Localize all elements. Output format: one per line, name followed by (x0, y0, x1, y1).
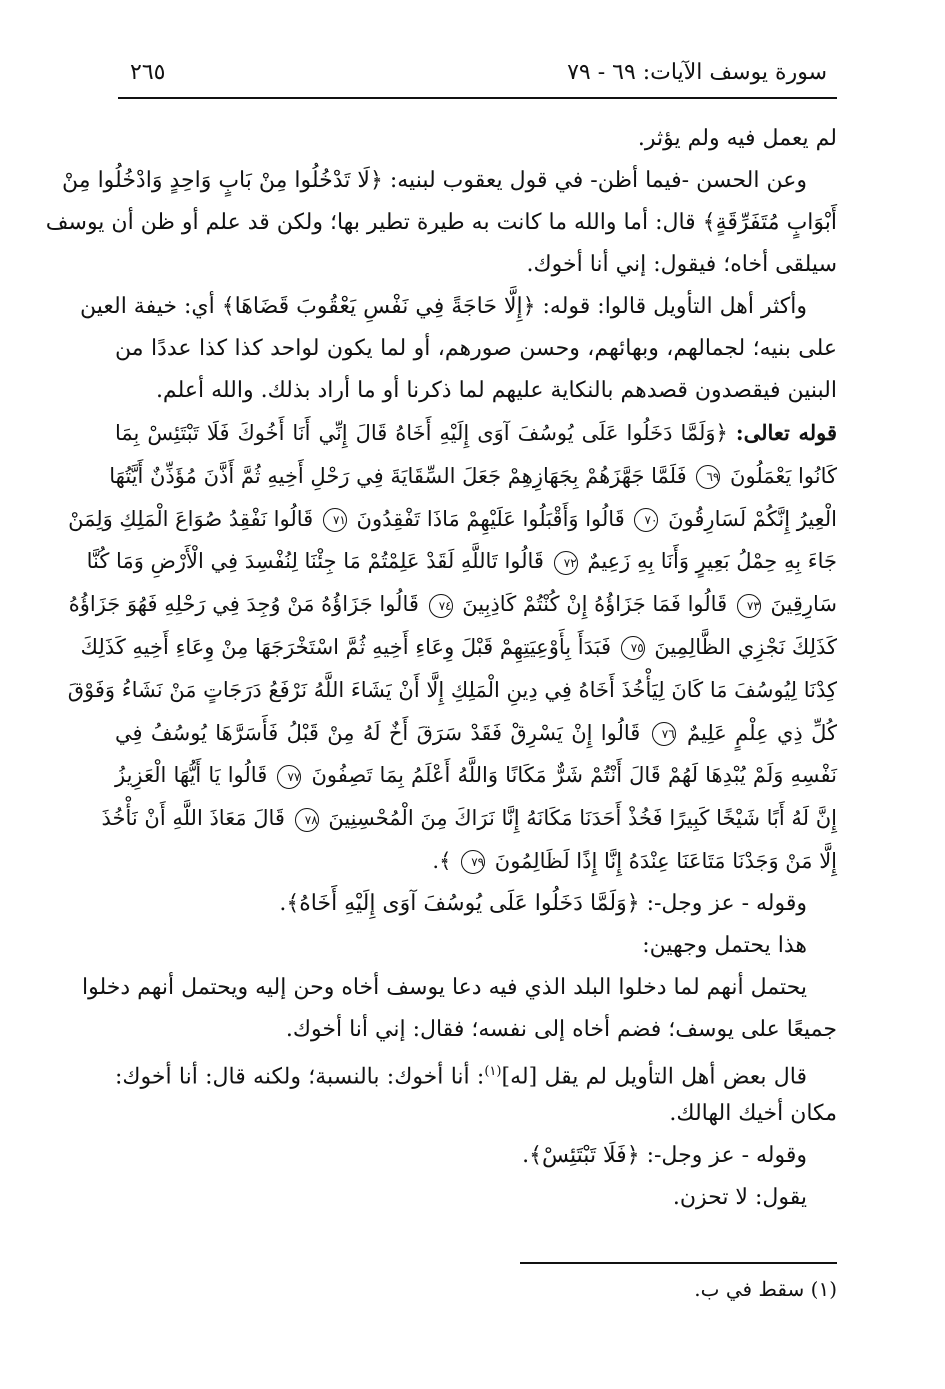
text-line: وأكثر أهل التأويل قالوا: قوله: ﴿إِلَّا حَاجَةً فِي نَفْسِ يَعْقُوبَ قَضَاهَا﴾ أي: خيفة العين (80, 294, 807, 319)
verse-label: قوله تعالى: (735, 420, 837, 445)
verse-text: إِلَّا مَنْ وَجَدْنَا مَتَاعَنَا عِنْدَهُ إِنَّا إِذًا لَظَالِمُونَ (494, 848, 837, 873)
verse-text: قَالُوا يَا أَيُّهَا الْعَزِيزُ (115, 763, 268, 788)
verse-line (68, 498, 837, 541)
verse-line (101, 797, 837, 840)
text-segment: قال بعض أهل التأويل لم يقل [له] (501, 1064, 808, 1090)
verse-number-marker: ٧٣ (737, 594, 761, 618)
verse-text: كِدْنَا لِيُوسُفَ مَا كَانَ لِيَأْخُذَ أَخَاهُ فِي دِينِ الْمَلِكِ إِلَّا أَنْ يَشَاءَ اللَّهُ نَرْفَعُ دَرَجَاتٍ مَنْ نَشَاءُ وَفَوْقَ (67, 677, 837, 702)
footnote-marker: (١) (484, 1063, 502, 1079)
verse-text: قَالُوا فَمَا جَزَاؤُهُ إِنْ كُنْتُمْ كَاذِبِينَ (462, 592, 728, 617)
footnote: (١) سقط في ب. (694, 1277, 837, 1301)
verse-number-marker: ٧٥ (621, 636, 645, 660)
verse-text: نَفْسِهِ وَلَمْ يُبْدِهَا لَهُمْ قَالَ أَنْتُمْ شَرٌّ مَكَانًا وَاللَّهُ أَعْلَمُ بِمَا تَصِفُونَ (311, 763, 837, 788)
verse-number-marker: ٧١ (323, 508, 347, 532)
verse-text: قَالُوا تَاللَّهِ لَقَدْ عَلِمْتُمْ مَا جِئْنَا لِنُفْسِدَ فِي الْأَرْضِ وَمَا كُنَّا (86, 549, 544, 574)
verse-number-marker: ٧٤ (429, 594, 453, 618)
verse-line (80, 626, 837, 669)
verse-text: فَبَدَأَ بِأَوْعِيَتِهِمْ قَبْلَ وِعَاءِ أَخِيهِ ثُمَّ اسْتَخْرَجَهَا مِنْ وِعَاءِ أَخِيهِ كَذَلِكَ (80, 634, 611, 659)
verse-line (86, 540, 837, 583)
text-line: أَبْوَابٍ مُتَفَرِّقَةٍ﴾ قال: أما والله ما كانت به طيرة تطير بها؛ ولكن قد علم أو ظن أن يوسف (45, 210, 837, 235)
text-line: وقوله - عز وجل-: ﴿فَلَا تَبْتَئِسْ﴾. (522, 1142, 807, 1168)
verse-text: قَالُوا وَأَقْبَلُوا عَلَيْهِمْ مَاذَا تَفْقِدُونَ (356, 506, 625, 531)
verse-number-marker: ٧٩ (461, 850, 485, 874)
verse-text: قَالُوا إِنْ يَسْرِقْ فَقَدْ سَرَقَ أَخٌ لَهُ مِنْ قَبْلُ فَأَسَرَّهَا يُوسُفُ فِي (115, 720, 641, 745)
text-line: يقول: لا تحزن. (672, 1184, 807, 1210)
running-title: سورة يوسف الآيات: ٦٩ - ٧٩ (567, 60, 827, 85)
verse-text: سَارِقِينَ (770, 592, 837, 617)
verse-text: قَالُوا جَزَاؤُهُ مَنْ وُجِدَ فِي رَحْلِهِ فَهُوَ جَزَاؤُهُ (68, 592, 419, 617)
verse-line (115, 754, 837, 797)
verse-text: الْعِيرُ إِنَّكُمْ لَسَارِقُونَ (668, 506, 837, 531)
verse-line (67, 669, 837, 712)
verse-text: كَذَلِكَ نَجْزِي الظَّالِمِينَ (654, 634, 837, 659)
text-segment: : أنا أخوك: بالنسبة؛ ولكنه قال: أنا أخوك: (115, 1064, 485, 1090)
header-rule (118, 97, 837, 99)
verse-line (115, 712, 837, 755)
verse-text: كَانُوا يَعْمَلُونَ (730, 463, 837, 488)
text-line: جميعًا على يوسف؛ فضم أخاه إلى نفسه؛ فقال: إني أنا أخوك. (285, 1016, 837, 1042)
page-header (118, 58, 827, 92)
verse-text: قَالُوا نَفْقِدُ صُوَاعَ الْمَلِكِ وَلِمَنْ (68, 506, 314, 531)
footnote-rule (520, 1262, 837, 1264)
text-line: البنين فيقصدون قصدهم بالنكاية عليهم لما ذكرنا أو ما أراد بذلك. والله أعلم. (155, 378, 837, 403)
text-line: يحتمل أنهم لما دخلوا البلد الذي فيه دعا يوسف أخاه وحن إليه ويحتمل أنهم دخلوا (82, 974, 807, 1000)
verse-number-marker: ٧٨ (295, 808, 319, 832)
verse-number-marker: ٦٩ (696, 465, 720, 489)
verse-number-marker: ٧٧ (277, 765, 301, 789)
verse-line (68, 583, 837, 626)
verse-number-marker: ٧٢ (554, 551, 578, 575)
verse-text: فَلَمَّا جَهَّزَهُمْ بِجَهَازِهِمْ جَعَلَ السِّقَايَةَ فِي رَحْلِ أَخِيهِ ثُمَّ أَذَّنَ مُؤَذِّنٌ أَيَّتُهَا (109, 463, 687, 488)
text-line: وقوله - عز وجل-: ﴿وَلَمَّا دَخَلُوا عَلَى يُوسُفَ آوَى إِلَيْهِ أَخَاهُ﴾. (279, 890, 807, 916)
text-line: سيلقى أخاه؛ فيقول: إني أنا أخوك. (526, 252, 837, 277)
verse-text: ﴿وَلَمَّا دَخَلُوا عَلَى يُوسُفَ آوَى إِلَيْهِ أَخَاهُ قَالَ إِنِّي أَنَا أَخُوكَ فَلَا تَبْتَئِسْ بِمَا (115, 421, 728, 445)
text-line: لم يعمل فيه ولم يؤثر. (637, 126, 837, 151)
verse-text: كُلِّ ذِي عِلْمٍ عَلِيمٌ (687, 720, 837, 745)
text-line: هذا يحتمل وجهين: (642, 932, 807, 958)
verse-text: ﴾. (432, 848, 452, 873)
verse-text: قَالَ مَعَاذَ اللَّهِ أَنْ نَأْخُذَ (101, 806, 285, 831)
page-number: ٢٦٥ (130, 60, 166, 85)
text-line (115, 1051, 837, 1093)
verse-line (115, 840, 837, 883)
text-line: مكان أخيك الهالك. (669, 1100, 837, 1126)
verse-line (109, 455, 837, 498)
text-line: على بنيه؛ لجمالهم، وبهائهم، وحسن صورهم، أو لما يكون لواحد كذا كذا عددًا من (115, 336, 837, 361)
text-line: وعن الحسن -فيما أظن- في قول يعقوب لبنيه: ﴿لَا تَدْخُلُوا مِنْ بَابٍ وَاحِدٍ وَادْخُلُوا مِنْ (62, 168, 807, 193)
verse-line (115, 412, 837, 455)
verse-text: إِنَّ لَهُ أَبًا شَيْخًا كَبِيرًا فَخُذْ أَحَدَنَا مَكَانَهُ إِنَّا نَرَاكَ مِنَ الْمُحْسِنِينَ (328, 806, 837, 831)
page-body (45, 118, 837, 1219)
verse-number-marker: ٧٦ (652, 722, 676, 746)
verse-text: جَاءَ بِهِ حِمْلُ بَعِيرٍ وَأَنَا بِهِ زَعِيمٌ (587, 549, 837, 574)
verse-number-marker: ٧٠ (634, 508, 658, 532)
